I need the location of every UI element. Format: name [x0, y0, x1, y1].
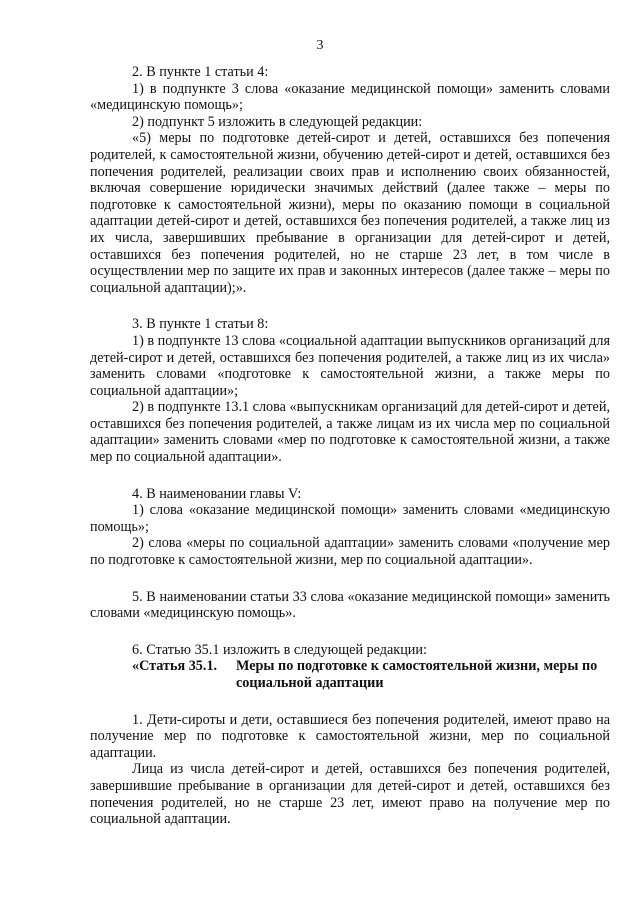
article-title: Меры по подготовке к самостоятельной жизни, меры по социальной адаптации [236, 658, 598, 691]
paragraph-item-2: 2. В пункте 1 статьи 4: [132, 64, 269, 80]
paragraph-subitem-3-1: 1) в подпункте 13 слова «социальной адаптации выпускников организаций для детей-сирот и детей, оставшихся без попечения родителей, а также лиц из их числа» заменить словами «подготовке к самостоятельной жизни, а также меры по социальной адаптации»; [90, 332, 610, 399]
paragraph-quoted-subitem-5: «5) меры по подготовке детей-сирот и детей, оставшихся без попечения родителей, к самостоятельной жизни, обучению детей-сирот и детей, оставшихся без попечения родителей, реализации своих прав и исполнению своих обязанностей, включая совершение юридически значимых действий (далее также – меры по подготовке к самостоятельной жизни), меры по оказанию помощи в социальной адаптации детей-сирот и детей, оставшихся без попечения родителей, а также лиц из их числа, завершивших пребывание в организации для детей-сирот и детей, оставшихся без попечения родителей, но не старше 23 лет, в том числе в осуществлении мер по защите их прав и законных интересов (далее также – меры по социальной адаптации);». [90, 130, 610, 296]
paragraph-item-4: 4. В наименовании главы V: [132, 485, 302, 502]
paragraph-subitem-4-1: 1) слова «оказание медицинской помощи» заменить словами «медицинскую помощь»; [90, 502, 610, 535]
spacer [90, 622, 610, 642]
paragraph-item-3: 3. В пункте 1 статьи 8: [132, 316, 269, 333]
paragraph-item-5: 5. В наименовании статьи 33 слова «оказание медицинской помощи» заменить словами «медицинскую помощь». [90, 588, 610, 622]
page-number: 3 [316, 38, 324, 53]
paragraph-article-part-1-cont: Лица из числа детей-сирот и детей, оставшихся без попечения родителей, завершившие пребывание в организации для детей-сирот и детей, оставшихся без попечения родителей, но не старше 23 лет, имеют право на получение мер по социальной адаптации. [90, 761, 610, 828]
spacer [90, 569, 610, 589]
spacer [90, 296, 610, 316]
article-number: «Статья 35.1. [132, 658, 218, 675]
paragraph-subitem-3-2: 2) в подпункте 13.1 слова «выпускникам организаций для детей-сирот и детей, оставшихся без попечения родителей, а также лицам из их числа мер по социальной адаптации» заменить словами «мер по подготовке к самостоятельной жизни, а также мер по социальной адаптации». [90, 399, 610, 466]
paragraph-subitem-2-1: 1) в подпункте 3 слова «оказание медицинской помощи» заменить словами «медицинскую помощь»; [90, 80, 610, 114]
spacer [90, 466, 610, 486]
paragraph-article-part-1: 1. Дети-сироты и дети, оставшиеся без попечения родителей, имеют право на получение мер по подготовке к самостоятельной жизни, мер по социальной адаптации. [90, 711, 610, 761]
paragraph-subitem-4-2: 2) слова «меры по социальной адаптации» заменить словами «получение мер по подготовке к самостоятельной жизни, мер по социальной адаптации». [90, 535, 610, 569]
paragraph-item-6: 6. Статью 35.1 изложить в следующей редакции: [132, 641, 427, 658]
article-heading [90, 658, 610, 691]
document-body [90, 64, 610, 828]
paragraph-subitem-2-2: 2) подпункт 5 изложить в следующей редакции: [132, 113, 423, 130]
spacer [90, 692, 610, 712]
